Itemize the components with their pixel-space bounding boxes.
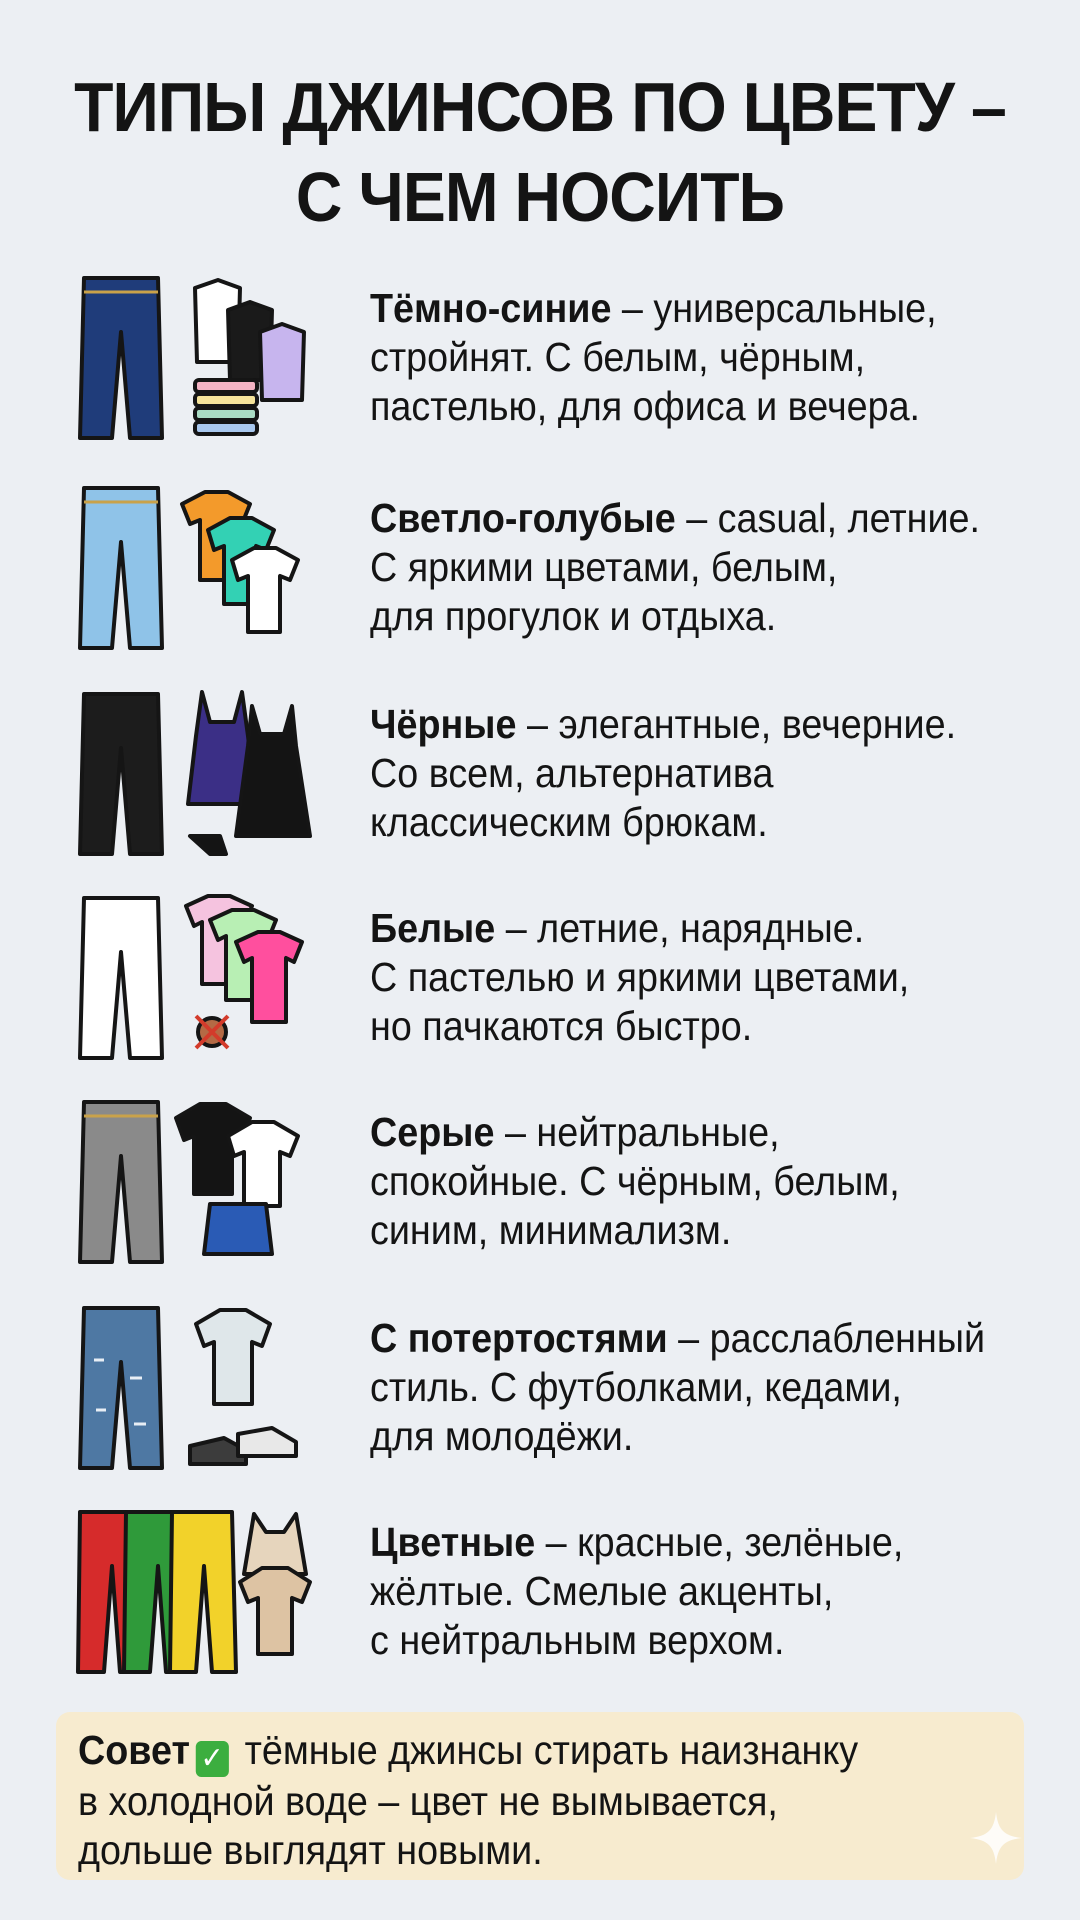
item-line-1: – нейтральные,	[494, 1109, 780, 1155]
item-line-1: – элегантные, вечерние.	[516, 701, 957, 747]
light-blue-jeans-icon	[70, 480, 350, 655]
tip-line-1: тёмные джинсы стирать наизнанку	[234, 1727, 859, 1773]
t-shirt-and-sneakers-icon	[190, 1310, 296, 1464]
shirts-icon	[195, 280, 304, 434]
colored-jeans-icon	[70, 1504, 350, 1679]
item-lead: Чёрные	[370, 701, 517, 747]
item-line-2: жёлтые. Смелые акценты,	[370, 1568, 834, 1614]
black-jeans-icon	[70, 686, 350, 861]
row-colored	[0, 1504, 1080, 1679]
grey-jeans-icon	[70, 1094, 350, 1269]
title-line-1: ТИПЫ ДЖИНСОВ ПО ЦВЕТУ –	[74, 68, 1006, 146]
title-line-2: С ЧЕМ НОСИТЬ	[295, 158, 785, 236]
dark-blue-jeans-icon	[70, 270, 350, 445]
page-title	[43, 62, 1037, 242]
item-line-3: классическим брюкам.	[370, 799, 768, 845]
item-line-2: С яркими цветами, белым,	[370, 544, 838, 590]
item-line-1: – расслабленный	[667, 1315, 986, 1361]
item-line-3: для прогулок и отдыха.	[370, 593, 777, 639]
tip-lead: Совет	[78, 1727, 190, 1773]
neutral-tops-icon	[240, 1514, 310, 1654]
row-black	[0, 686, 1080, 861]
item-line-1: – летние, нарядные.	[495, 905, 865, 951]
tops-and-skirt-icon	[176, 1104, 298, 1254]
check-icon: ✓	[195, 1741, 228, 1777]
row-white	[0, 890, 1080, 1065]
tip-line-2: в холодной воде – цвет не вымывается,	[78, 1778, 778, 1824]
tip-box	[56, 1712, 1024, 1880]
item-line-3: для молодёжи.	[370, 1413, 634, 1459]
item-line-3: пастелью, для офиса и вечера.	[370, 383, 921, 429]
row-distressed	[0, 1300, 1080, 1475]
item-lead: С потертостями	[370, 1315, 668, 1361]
dresses-icon	[188, 692, 310, 854]
item-lead: Серые	[370, 1109, 495, 1155]
stain-icon	[196, 1016, 228, 1048]
item-text	[370, 284, 1014, 431]
tip-line-3: дольше выглядят новыми.	[78, 1827, 543, 1873]
item-text	[370, 494, 1014, 641]
item-lead: Тёмно-синие	[370, 285, 612, 331]
item-line-1: – красные, зелёные,	[535, 1519, 904, 1565]
item-text	[370, 700, 1014, 847]
pastel-tops-icon	[186, 896, 302, 1022]
item-lead: Цветные	[370, 1519, 536, 1565]
item-text	[370, 1108, 1014, 1255]
distressed-jeans-icon	[70, 1300, 350, 1475]
item-line-1: – casual, летние.	[675, 495, 981, 541]
item-text	[370, 1314, 1014, 1461]
row-dark-blue	[0, 270, 1080, 445]
item-line-2: С пастелью и яркими цветами,	[370, 954, 910, 1000]
white-jeans-icon	[70, 890, 350, 1065]
row-grey	[0, 1094, 1080, 1269]
item-line-1: – универсальные,	[611, 285, 937, 331]
tip-text	[78, 1726, 943, 1875]
t-shirts-icon	[182, 492, 298, 632]
sparkle-icon	[966, 1808, 1026, 1868]
row-light-blue	[0, 480, 1080, 655]
item-line-3: но пачкаются быстро.	[370, 1003, 753, 1049]
item-lead: Белые	[370, 905, 496, 951]
item-text	[370, 904, 1014, 1051]
item-line-2: Со всем, альтернатива	[370, 750, 774, 796]
item-line-3: с нейтральным верхом.	[370, 1617, 785, 1663]
item-line-2: стройнят. С белым, чёрным,	[370, 334, 866, 380]
item-lead: Светло-голубые	[370, 495, 676, 541]
item-line-2: стиль. С футболками, кедами,	[370, 1364, 902, 1410]
item-line-2: спокойные. С чёрным, белым,	[370, 1158, 900, 1204]
item-line-3: синим, минимализм.	[370, 1207, 732, 1253]
item-text	[370, 1518, 1014, 1665]
